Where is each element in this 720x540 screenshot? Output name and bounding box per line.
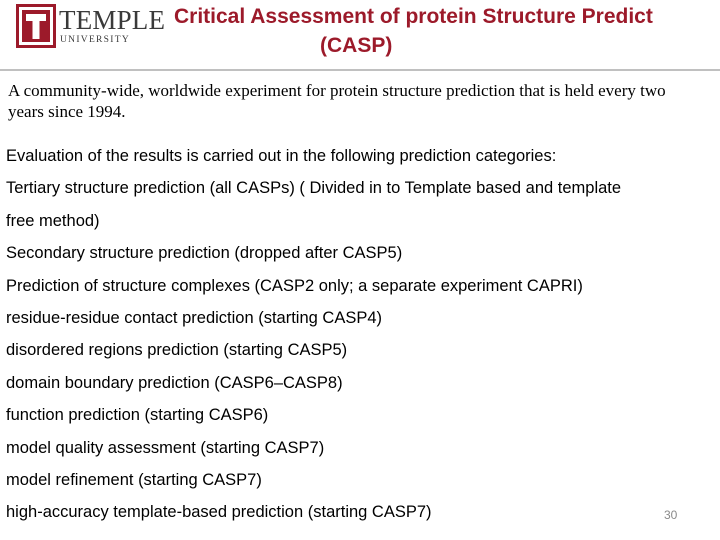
temple-t-icon: [16, 4, 56, 48]
list-item: Secondary structure prediction (dropped after CASP5): [6, 244, 403, 263]
list-item: high-accuracy template-based prediction (starting CASP7): [6, 503, 432, 522]
title-divider: [0, 69, 720, 71]
slide-title-line1: Critical Assessment of protein Structure Predict: [174, 5, 653, 28]
list-item: domain boundary prediction (CASP6–CASP8): [6, 373, 343, 392]
category-list: [6, 140, 716, 529]
list-item: Evaluation of the results is carried out in the following prediction categories:: [6, 147, 557, 165]
logo-subtitle: UNIVERSITY: [60, 35, 130, 45]
page-number: 30: [664, 508, 678, 522]
list-item: Tertiary structure prediction (all CASPs) ( Divided in to Template based and template: [6, 179, 622, 198]
intro-paragraph: A community-wide, worldwide experiment for protein structure prediction that is held every two years since 1994.: [8, 81, 666, 121]
list-item: Prediction of structure complexes (CASP2 only; a separate experiment CAPRI): [6, 276, 583, 295]
list-item: function prediction (starting CASP6): [6, 406, 269, 425]
temple-university-logo: [16, 4, 166, 50]
slide-title: [174, 2, 720, 60]
list-item: disordered regions prediction (starting CASP5): [6, 341, 348, 360]
list-item: free method): [6, 211, 100, 230]
logo-name: TEMPLE: [59, 5, 166, 35]
slide-title-line2: (CASP): [320, 34, 393, 57]
list-item: model quality assessment (starting CASP7): [6, 438, 325, 457]
list-item: model refinement (starting CASP7): [6, 471, 262, 490]
list-item: residue-residue contact prediction (starting CASP4): [6, 309, 383, 328]
